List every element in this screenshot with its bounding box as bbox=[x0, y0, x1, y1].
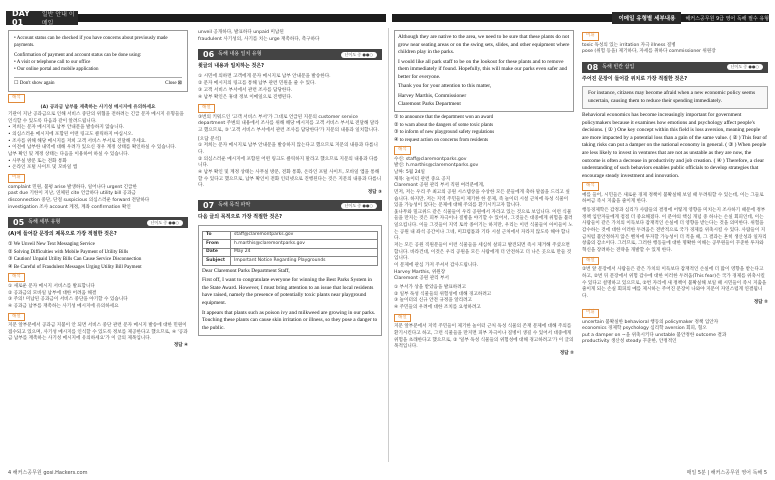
interp-line: 납부 확인 및 계정 상태는 다음을 이용하여 하실 수 있습니다. bbox=[8, 152, 130, 158]
question-05-number: 05 bbox=[13, 217, 25, 227]
question-08-type: 독해 빈칸 삽입 bbox=[602, 63, 635, 70]
left-column-b bbox=[198, 30, 382, 336]
interp-line: 저는 모든 공원 직원분들이 이런 식물들을 세심히 살피고 발견되면 즉시 제거해 주셨으면 합니다. 바라건대, 이것은 우리 공원을 모든 사람에게 더 안전하고 더 나은 곳으로 만들 것입니다. bbox=[394, 243, 572, 262]
wrong-analysis-label: [오답 분석] bbox=[198, 136, 221, 142]
email-header-row bbox=[203, 240, 378, 249]
vocab-line: complaint 민원, 불평 arise 발생하다, 일어나다 urgent 긴급한 bbox=[8, 184, 137, 190]
question-05-type: 독해 세부 유형 bbox=[28, 219, 61, 226]
interp-line: • 조사를 위해 해당 메시지를 저희 고객 서비스 부서로 전달해 주세요. bbox=[8, 138, 147, 144]
email-greeting: Dear Claremont Parks Department Staff, bbox=[202, 267, 290, 274]
question-08-text: 주어진 문장이 들어갈 위치로 가장 적절한 것은? bbox=[582, 75, 688, 82]
answer: 정답 ④ bbox=[173, 343, 188, 349]
question-06-number: 06 bbox=[203, 50, 215, 60]
interp-line: • 저희는 문자 메시지로 납부 안내문을 발송하지 않습니다. bbox=[8, 125, 125, 131]
email-header-value: Important Notice Regarding Playgrounds bbox=[231, 257, 378, 266]
dont-show-checkbox[interactable]: ☐ Don't show again bbox=[14, 81, 55, 86]
interp-line: 제목: 놀이터 관련 중요 공지 bbox=[394, 176, 451, 182]
email-header-row bbox=[203, 257, 378, 266]
interp-label: 해석 bbox=[8, 94, 25, 103]
option: ② to warn about the dangers of some toxic plants bbox=[394, 122, 494, 128]
interp-line: Claremont 공원 관리 부서 bbox=[394, 276, 449, 282]
interp-line: 기관이 지난 공과금으로 인해 서비스 중단의 위협을 전하려는 긴급 문자 메시지 유형들을 인식할 수 있도록 다음과 같이 알려드립니다. bbox=[8, 112, 184, 124]
email-header-key: To bbox=[203, 231, 231, 240]
interp-option: ④ 주민들의 우려에 대한 조치를 요청하려고 bbox=[394, 305, 481, 311]
interp-option: ③ 놀이터의 신규 안전 규정을 알리려고 bbox=[394, 298, 472, 304]
email-paragraph: It appears that plants such as poison ivy and milkweed are growing in our parks. Touching these plants can cause skin irritation or illness, so they pose a danger to the public. bbox=[202, 309, 378, 331]
question-06-text: 윗글의 내용과 일치하는 것은? bbox=[198, 63, 265, 70]
email-header-key: From bbox=[203, 240, 231, 249]
day-subtitle: 일반 안내 이메일 bbox=[41, 11, 75, 27]
vocab-line: uncertain 불확실한 behavioral 행동의 policymaker 정책 입안자 bbox=[582, 319, 719, 325]
interp-line: 이 문제에 관심 가져 주셔서 감사드립니다. bbox=[394, 263, 479, 269]
intro-box bbox=[8, 30, 188, 92]
explanation-label: 해설 bbox=[8, 313, 25, 322]
right-header-text: 해커스공무원 9급 영어 독해 필수 유형 bbox=[685, 15, 769, 22]
email-continuation-box bbox=[394, 30, 574, 112]
interp-line: • 의심스러운 메시지에 포함된 어떤 링크도 클릭하지 마십시오. bbox=[8, 132, 134, 138]
footer-left: 4 해커스공무원 gosi.Hackers.com bbox=[8, 470, 88, 476]
footer-right: 매일 5분 | 해커스공무원 영어 독해 5 bbox=[686, 470, 767, 476]
explanation-label: 해설 bbox=[582, 257, 599, 266]
question-06-difficulty: 난이도 중 ●●○ bbox=[341, 52, 377, 58]
email-signature: Harvey Marthis, Commissioner bbox=[398, 92, 467, 99]
middle-column bbox=[394, 30, 574, 357]
wrong-analysis-line: ② 의심스러운 메시지에 포함된 어떤 링크도 클릭하지 말라고 했으므로 지문의 내용과 다릅니다. bbox=[198, 156, 378, 169]
day-label: DAY 01 bbox=[12, 9, 30, 27]
interp-line: Claremont 공원 관리 부서 직원 여러분에게, bbox=[394, 183, 485, 189]
question-07-type: 독해 목적 파악 bbox=[218, 202, 251, 209]
email-paragraph: Although they are native to the area, we need to be sure that these plants do not grow near seating areas or on the swing sets, slides, and other equipment where children play in the parks. bbox=[398, 34, 570, 56]
option: ① to announce that the department won an award bbox=[394, 115, 494, 121]
interp-option: ② 일부 독성 식물들의 위험성에 대해 경고하려고 bbox=[394, 291, 492, 297]
answer: 정답 ② bbox=[559, 350, 574, 356]
interp-option: ① 부서가 상을 받았음을 발표하려고 bbox=[394, 285, 467, 291]
intro-line: • Our online portal and mobile application bbox=[14, 67, 99, 72]
question-07-difficulty: 난이도 중 ●●○ bbox=[341, 203, 377, 209]
interp-text: 예를 들어, 시민들은 새로운 경제 정책이 불확실해 보일 때 두려워할 수 있는데, 이는 그들로 하여금 즉시 지출을 줄이게 한다. bbox=[582, 192, 764, 205]
vocab-line: put a damper on ~을 위축시키다 unstable 불안정한 outcome 결과 bbox=[582, 332, 727, 338]
option: ② Solving Difficulties with Mobile Payment of Utility Bills bbox=[8, 249, 129, 255]
interp-label: 해석 bbox=[8, 273, 25, 282]
email-header-table bbox=[202, 231, 378, 266]
interp-line: ① 새로운 문자 메시지 서비스를 발표합니다 bbox=[8, 283, 95, 289]
explanation-text: ③번의 키워드인 '고객 서비스 부서'가 그대로 언급된 지문의 customer service department 주변의 내용에서 조사를 위해 해당 메시지를 고객 서비스 부서로 전달해 달라고 했으므로, ③ '고객 서비스 부서에서 관련 조사를 담당한다'가 지문의 내용과 일치합니다. bbox=[198, 114, 379, 134]
question-08-difficulty: 난이도 중 ●●○ bbox=[727, 64, 763, 70]
email-paragraph: I would like all park staff to be on the lookout for these plants and to remove them immediately if found. Hopefully, this will make our parks even safer and better for everyone. bbox=[398, 58, 568, 80]
option: ③ Caution! Unpaid Utility Bills Can Cause Service Disconnection bbox=[8, 257, 142, 263]
interp-line: 옻나무와 밀크위드 같은 식물들이 우리 공원에서 자라고 있는 것으로 보입니다. 이런 식물들을 만지는 것은 피부 자극이나 질병을 야기할 수 있어서, 그것들은 대중에게 위험을 불러일으킵니다. 이들 그것들이 지역 토착 종이기는 하지만, 우리는 이런 식물들이 아이들이 노는 공원 내 좌석 공간이나 그네, 미끄럼틀과 기타 시설 근처에서 자라지 않도록 해야 합니다. bbox=[394, 209, 573, 242]
email-header-value: May 24 bbox=[231, 248, 378, 257]
email-header-value: h.marthis@claremontparks.gov bbox=[231, 240, 378, 249]
explanation-text: 지문 앞부분에서 공과금 지불이 안 되면 서비스 중단 관련 문자 메시지 발송에 대한 민원이 접수되고 있으며, 사기성 메시지를 인식할 수 있도록 정보를 제공한다고 했으므로, ④ '공과금 납부를 재촉하는 사기성 메시지에 유의하세요'가 이 글의 제목입니다. bbox=[8, 323, 188, 342]
email-box bbox=[198, 225, 382, 337]
vocab-line: economics 경제학 psychology 심리학 aversion 회피, 혐오 bbox=[582, 326, 707, 332]
option: ④ 납부 확인은 휴대 정보 이메일으로 진행된다. bbox=[198, 95, 293, 101]
given-sentence-box: For instance, citizens may become afraid when a new economic policy seems uncertain, causing them to reduce their spending immediately. bbox=[582, 86, 768, 109]
interp-line: ③ 주의! 미납된 공과금이 서비스 중단을 야기할 수 있습니다 bbox=[8, 297, 128, 303]
answer: 정답 ③ bbox=[367, 189, 382, 195]
question-05-text: (A)에 들어갈 문장의 제목으로 가장 적절한 것은? bbox=[8, 231, 117, 238]
question-07-number: 07 bbox=[203, 201, 215, 211]
email-paragraph: First off, I want to congratulate everyone for winning the Best Parks System in the State Award. However, I must bring attention to an issue that local residents have raised, namely the presence of potentially toxic plants near playground equipment. bbox=[202, 277, 374, 306]
explanation-label: 해설 bbox=[394, 314, 411, 323]
explanation-text: 지문 앞부분에서 지역 주민들이 제기한 놀이터 근처 독성 식물의 존재 문제에 대해 주의를 환기시킨다고 하고, 그런 식물들을 만지면 피부 자극이나 질병이 생길 수 있어서 대중에게 위험을 초래한다고 했으므로, ② '일부 독성 식물들의 위험성에 대해 경고하려고'가 이 글의 목적입니다. bbox=[394, 324, 574, 350]
question-07-header bbox=[198, 200, 382, 211]
email-closing: Thank you for your attention to this matter, bbox=[398, 83, 492, 90]
vocab-label: 어휘 bbox=[8, 174, 25, 183]
question-08-number: 08 bbox=[587, 62, 599, 72]
right-header bbox=[569, 11, 769, 25]
option: ④ Be Careful of Fraudulent Messages Urging Utility Bill Payment bbox=[8, 264, 142, 270]
vocab-label: 어휘 bbox=[582, 309, 599, 318]
wrong-analysis-line: ① 저희는 문자 메시지로 납부 안내문을 발송하지 않는다고 했으므로 지문의 내용과 다릅니다. bbox=[198, 143, 378, 155]
email-header-key: Date bbox=[203, 248, 231, 257]
option: ① 시민에 의하면 고객에게 문자 메시지로 납부 안내문을 발송한다. bbox=[198, 73, 331, 79]
question-07-text: 다음 글의 목적으로 가장 적절한 것은? bbox=[198, 214, 283, 221]
option: ① We Unveil New Text Messaging Service bbox=[8, 242, 95, 248]
vocab-line: investigation 조사 account 계정, 계좌 confirmation 확인 bbox=[8, 204, 131, 210]
email-header-row bbox=[203, 248, 378, 257]
question-06-type: 독해 내용 일치 유형 bbox=[218, 51, 262, 58]
dont-show-label: Don't show again bbox=[19, 81, 55, 86]
intro-box-footer bbox=[14, 77, 182, 87]
question-05-difficulty: 난이도 중 ●●○ bbox=[147, 220, 183, 226]
right-header-pill: 이메일 유형별 세부내용 bbox=[612, 12, 681, 24]
interp-line: ② 공과금의 모바일 납부에 대한 어려움 해결 bbox=[8, 290, 97, 296]
interp-title: (A) 공과금 납부를 재촉하는 사기성 메시지에 유의하세요 bbox=[40, 104, 156, 110]
answer: 정답 ② bbox=[753, 300, 768, 306]
email-signature: Claremont Parks Department bbox=[398, 100, 461, 107]
left-column-a bbox=[8, 30, 188, 350]
option: ③ 고객 서비스 부서에서 관련 조사를 담당한다. bbox=[198, 87, 293, 93]
wrong-analysis-line: ④ 납부 확인 및 계정 상태는 사무실 방문, 전화 통화, 온라인 포털 사이트, 모바일 앱을 통해 할 수 있다고 했으므로, 납부 확인이 전화 인터넷으로 진행된다는 것은 지문의 내용과 다릅니다. bbox=[198, 169, 382, 189]
email-header-row bbox=[203, 231, 378, 240]
intro-line: Confirmation of payment and account status can be done using: bbox=[14, 53, 142, 58]
option: ④ to request action on concerns from residents bbox=[394, 137, 489, 143]
vocab-line: productivity 생산성 steady 꾸준한, 안정적인 bbox=[582, 339, 677, 345]
interp-line: 먼저, 저는 우리 주 최고의 공원 시스템상을 수상한 모든 분들에게 축하 말씀을 드리고 싶습니다. 하지만, 저는 지역 주민들이 제기한 한 문제, 즉 놀이터 시설 근처에 독성 식물이 있을 가능성이 있다는 문제에 대해 주의를 환기시키고자 합니다. bbox=[394, 189, 570, 209]
interp-line: Harvey Marthis, 위원장 bbox=[394, 269, 446, 275]
interp-line: • 온라인 포털 사이트 및 모바일 앱 bbox=[8, 165, 78, 171]
question-08-header bbox=[582, 62, 768, 73]
center-divider bbox=[388, 28, 389, 462]
vocab-line: pose (위험 등을) 제기하다, 자세를 취하다 commissioner 위원장 bbox=[582, 49, 716, 55]
interp-text: 행동경제학은 감정과 심리가 사람들의 결정에 어떻게 영향을 미치는지 조사하기 때문에 정부 정책 입안자들에게 점점 더 중요해졌다. 이 분야의 핵심 개념 중 하나는 손실 회피인데, 이는 사람들이 같은 가치의 이득보다 잠재적인 손실에 더 영향을 받는다는 것을 의미한다. 위험을 감수하는 것에 대한 이러한 두려움은 전반적으로 국가 경제를 위축시킬 수 있다. 사람들이 지금처럼 불안정하지 않은 벤처에 투자할 가능성이 더 적을 때, 그 결과는 흔히 생산성과 일자리 창출의 감소이다. 그러므로, 그러한 행동들에 대한 명확한 이해는 공무원들이 꾸준한 투자와 혁신을 장려하는 전략을 개발할 수 있게 한다. bbox=[582, 208, 767, 254]
option: ③ to inform of new playground safety regulations bbox=[394, 130, 495, 136]
question-05-header bbox=[8, 217, 188, 228]
right-column bbox=[582, 30, 768, 346]
passage-text: Behavioral economics has become increasingly important for government policymakers because it examines how emotions and psychology affect people's decisions. ( ① ) One key concept within this field is loss aversion, meaning people are more impacted by a potential loss than a gain of the same value. ( ② ) This fear of taking risks can put a damper on the national economy in general. ( ③ ) When people are less likely to invest in ventures that are not as unstable as they are now, the outcome is often a decrease in productivity and job creation. ( ④ ) Therefore, a clear understanding of such behaviors enables public officials to develop strategies that encourage steady investment and innovation. bbox=[582, 112, 767, 179]
interp-line: • 이전에 납부한 내역에 대해 우려가 있으신 경우 계정 상태를 확인하실 수 있습니다. bbox=[8, 145, 177, 151]
vocab-line: disconnection 중단, 단절 suspicious 의심스러운 forward 전달하다 bbox=[8, 197, 150, 203]
interp-line: • 사무실 방문 또는 전화 통화 bbox=[8, 158, 67, 164]
explanation-text: ②번 앞 문장에서 사람들은 같은 가치의 이득보다 잠재적인 손실에 더 많이 영향을 받는다고 하고, ②번 뒤 문장에서 위험 감수에 대한 이러한 두려움(This fear)은 국가 경제를 위축시킬 수 있다고 설명하고 있으므로, ②번 자리에 새 정책이 불확실해 보일 때 시민들이 즉시 지출을 줄이게 되는 손실 회피의 예를 제시하는 주어진 문장이 나와야 지문이 자연스럽게 연결됩니다. bbox=[582, 267, 767, 299]
vocab-line: unveil 공개하다, 발표하다 unpaid 미납된 bbox=[198, 30, 284, 35]
interp-line: 발신: h.marthis@claremontparks.gov bbox=[394, 163, 479, 169]
interp-label: 해석 bbox=[582, 182, 599, 191]
vocab-line: toxic 독성의 있는 irritation 자극 illness 질병 bbox=[582, 42, 676, 48]
email-header-value: staff@claremontparks.gov bbox=[231, 231, 378, 240]
vocab-line: past due 기한이 지난, 연체된 cite 언급하다 utility bill 공과금 bbox=[8, 191, 136, 197]
vocab-line: fraudulent 사기성의, 사기를 치는 urge 재촉하다, 촉구하다 bbox=[198, 36, 320, 42]
interp-line: ④ 공과금 납부를 재촉하는 사기성 메시지에 유의하세요 bbox=[8, 303, 119, 309]
interp-line: 날짜: 5월 24일 bbox=[394, 169, 425, 175]
interp-line: 수신: staff@claremontparks.gov bbox=[394, 156, 467, 162]
intro-line: • Account status can be checked if you have concerns about previously made payments. bbox=[14, 36, 168, 48]
interp-label: 해석 bbox=[394, 146, 411, 155]
close-button[interactable]: Close ⊠ bbox=[165, 81, 182, 86]
day-badge bbox=[6, 11, 78, 25]
option: ② 문자 메시지의 링크를 통해 납부 관련 민원을 줄 수 있다. bbox=[198, 80, 316, 86]
question-06-header bbox=[198, 49, 382, 60]
explanation-label: 해설 bbox=[198, 104, 215, 113]
intro-line: • A visit or telephone call to our office bbox=[14, 60, 91, 65]
email-header-key: Subject bbox=[203, 257, 231, 266]
vocab-label: 어휘 bbox=[582, 32, 599, 41]
